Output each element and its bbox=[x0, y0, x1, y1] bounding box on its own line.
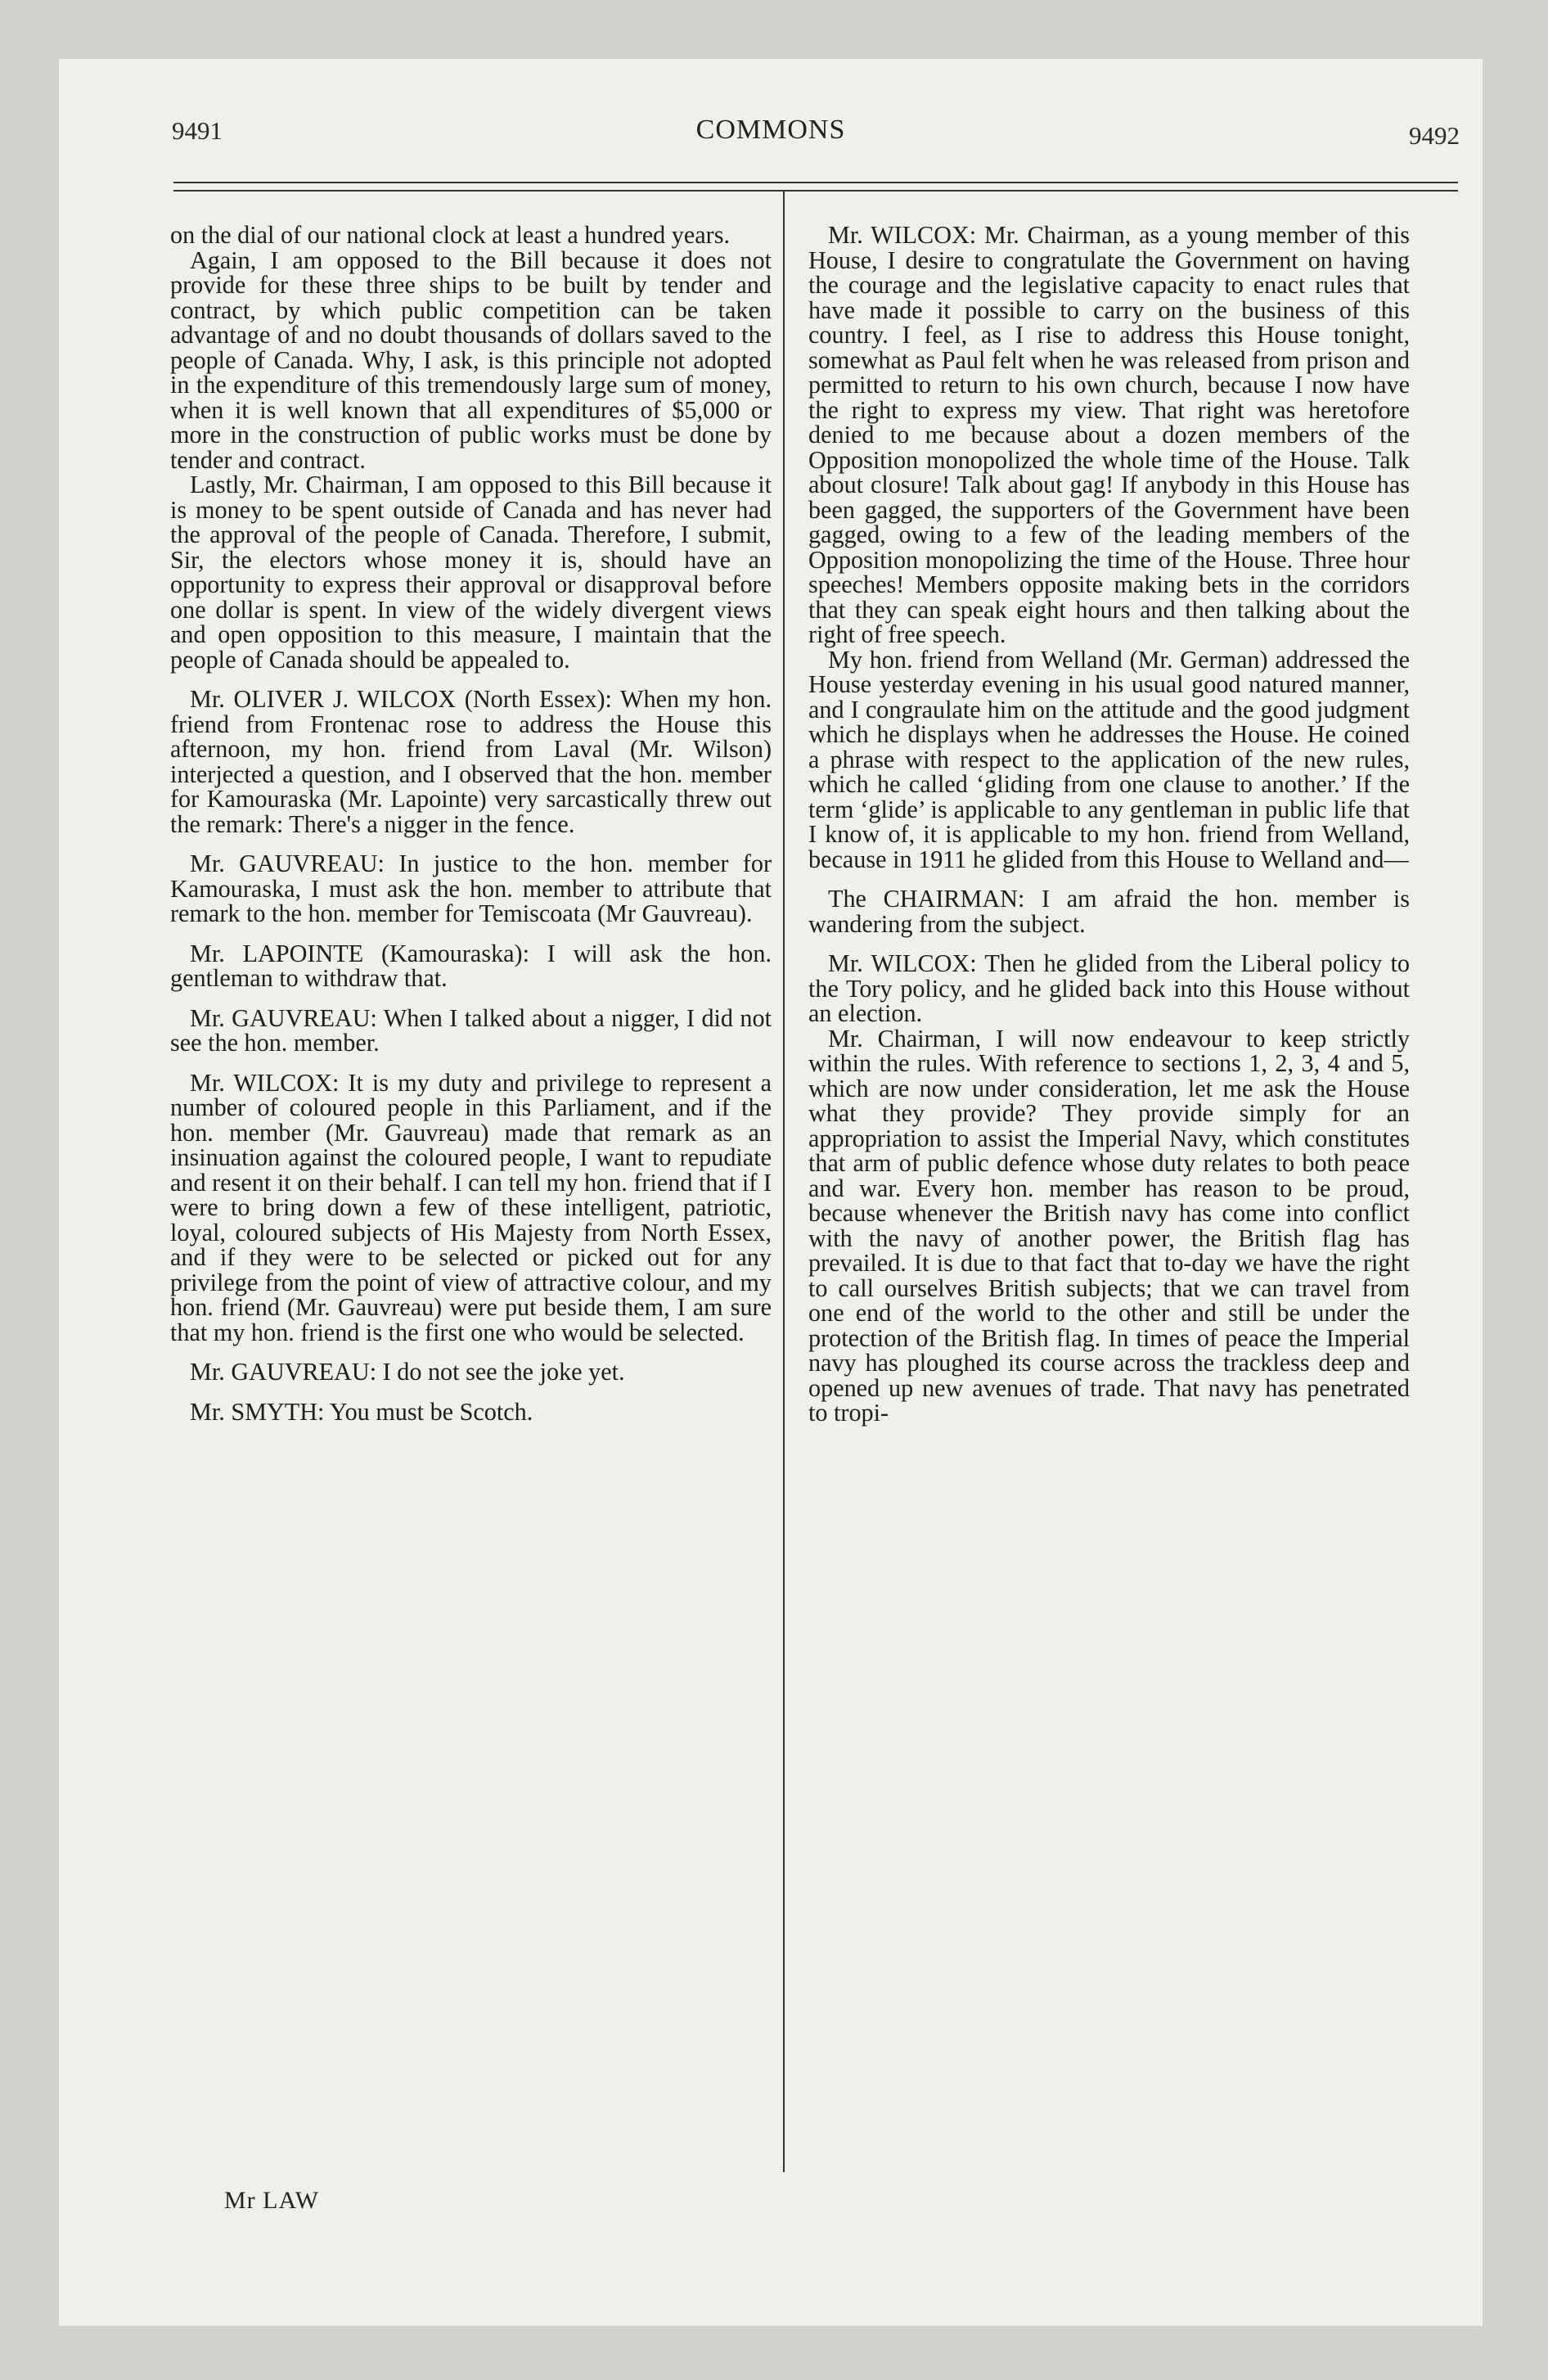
right-column bbox=[808, 223, 1410, 1426]
paragraph: The CHAIRMAN: I am afraid the hon. member is wandering from the subject. bbox=[808, 885, 1410, 938]
paragraph: Mr. WILCOX: Mr. Chairman, as a young member of this House, I desire to congratulate the Government on having the courage and the legislative capacity to enact rules that have made it possible to carry on the business of this country. I feel, as I rise to address this House tonight, somewhat as Paul felt when he was released from prison and permitted to return to his own church, because I now have the right to express my view. That right was heretofore denied to me because about a dozen members of the Opposition monopolized the whole time of the House. Talk about closure! Talk about gag! If anybody in this House has been gagged, the supporters of the Government have been gagged, owing to a few of the leading members of the Opposition monopolizing the time of the House. Three hour speeches! Members opposite making bets in the corridors that they can speak eight hours and then talking about the right of free speech. bbox=[808, 221, 1410, 648]
left-column bbox=[170, 223, 772, 1424]
page-header bbox=[59, 59, 1483, 165]
paragraph: Mr. SMYTH: You must be Scotch. bbox=[190, 1397, 533, 1426]
header-title: COMMONS bbox=[695, 115, 846, 145]
paragraph: Mr. WILCOX: It is my duty and privilege to represent a number of coloured people in this Parliament, and if the hon. member (Mr. Gauvreau) made that remark as an insinuation against the coloured people, I want to repudiate and resent it on their behalf. I can tell my hon. friend that if I were to bring down a few of these intelligent, patriotic, loyal, coloured subjects of His Majesty from North Essex, and if they were to be selected or picked out for any privilege from the point of view of attractive colour, and my hon. friend (Mr. Gauvreau) were put beside them, I am sure that my hon. friend is the first one who would be selected. bbox=[170, 1068, 772, 1346]
header-rule-bottom bbox=[173, 190, 1458, 192]
column-divider bbox=[783, 192, 785, 2172]
paragraph: on the dial of our national clock at least a hundred years. bbox=[170, 221, 731, 249]
document-page bbox=[59, 59, 1483, 2326]
paragraph: Again, I am opposed to the Bill because it does not provide for these three ships to be built by tender and contract, by which public competition can be taken advantage of and no doubt thousands of dollars saved to the people of Canada. Why, I ask, is this principle not adopted in the expenditure of this tremendously large sum of money, when it is well known that all expenditures of $5,000 or more in the construction of public works must be done by tender and contract. bbox=[170, 246, 772, 474]
paragraph: My hon. friend from Welland (Mr. German) addressed the House yesterday evening in his usual good natured manner, and I congraulate him on the attitude and the good judgment which he displays when he addresses the House. He coined a phrase with respect to the application of the new rules, which he called ‘gliding from one clause to another.’ If the term ‘glide’ is applicable to any gentleman in public life that I know of, it is applicable to my hon. friend from Welland, because in 1911 he glided from this House to Welland and— bbox=[808, 645, 1410, 873]
paragraph: Mr. LAPOINTE (Kamouraska): I will ask the hon. gentleman to withdraw that. bbox=[170, 939, 772, 992]
paragraph: Lastly, Mr. Chairman, I am opposed to this Bill because it is money to be spent outside of Canada and has never had the approval of the people of Canada. Therefore, I submit, Sir, the electors whose money it is, should have an opportunity to express their approval or disapproval before one dollar is spent. In view of the widely divergent views and open opposition to this measure, I maintain that the people of Canada should be appealed to. bbox=[170, 471, 772, 674]
left-page-number: 9491 bbox=[172, 116, 223, 145]
header-rule-top bbox=[173, 182, 1458, 183]
paragraph: Mr. GAUVREAU: I do not see the joke yet. bbox=[190, 1358, 625, 1386]
printer-signature: Mr LAW bbox=[224, 2187, 320, 2214]
paragraph: Mr. Chairman, I will now endeavour to keep strictly within the rules. With reference to sections 1, 2, 3, 4 and 5, which are now under consideration, let me ask the House what they provide? They provide simply for an appropriation to assist the Imperial Navy, which constitutes that arm of public defence whose duty relates to both peace and war. Every hon. member has reason to be proud, because whenever the British navy has come into conflict with the navy of another power, the British flag has prevailed. It is due to that fact that to-day we have the right to call ourselves British subjects; that we can travel from one end of the world to the other and still be under the protection of the British flag. In times of peace the Imperial navy has ploughed its course across the trackless deep and opened up new avenues of trade. That navy has penetrated to tropi- bbox=[808, 1024, 1410, 1427]
paragraph: Mr. GAUVREAU: When I talked about a nigger, I did not see the hon. member. bbox=[170, 1003, 772, 1057]
paragraph: Mr. OLIVER J. WILCOX (North Essex): When my hon. friend from Frontenac rose to address the House this afternoon, my hon. friend from Laval (Mr. Wilson) interjected a question, and I observed that the hon. member for Kamouraska (Mr. Lapointe) very sarcastically threw out the remark: There's a nigger in the fence. bbox=[170, 685, 772, 838]
paragraph: Mr. WILCOX: Then he glided from the Liberal policy to the Tory policy, and he glided back into this House without an election. bbox=[808, 949, 1410, 1027]
right-page-number: 9492 bbox=[1409, 121, 1460, 150]
paragraph: Mr. GAUVREAU: In justice to the hon. member for Kamouraska, I must ask the hon. member to attribute that remark to the hon. member for Temiscoata (Mr Gauvreau). bbox=[170, 850, 772, 927]
